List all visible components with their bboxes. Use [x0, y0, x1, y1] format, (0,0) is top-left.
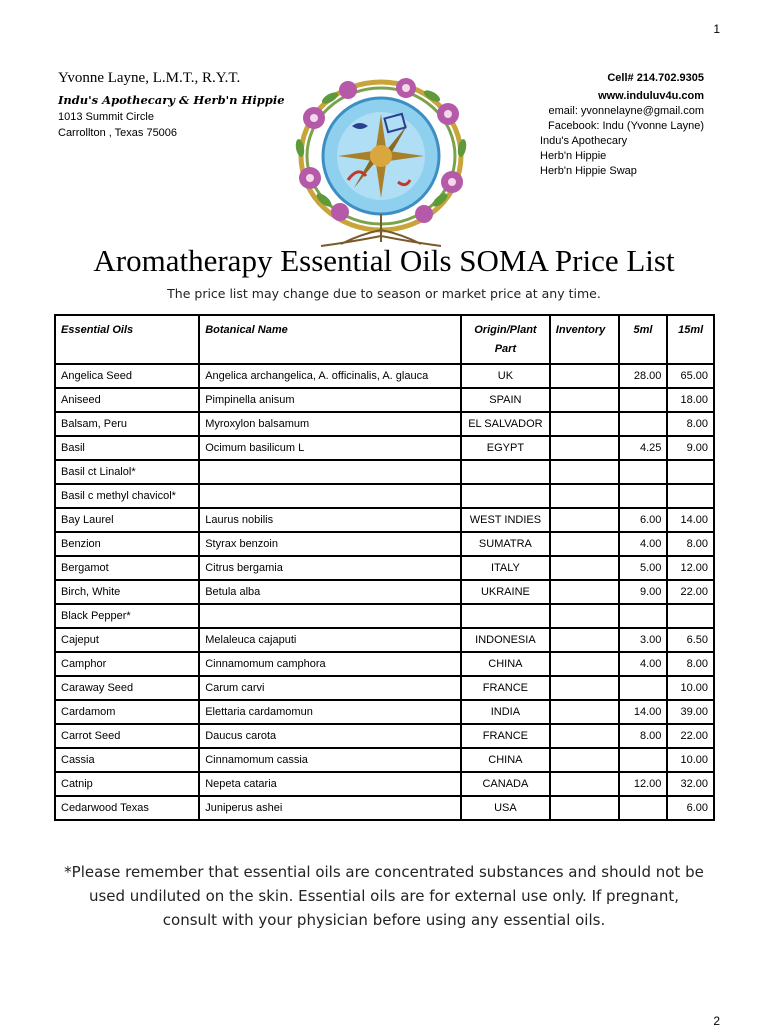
- facebook-page: Indu's Apothecary: [540, 135, 628, 147]
- cell-origin: CHINA: [461, 748, 550, 772]
- cell-price-5ml: 9.00: [619, 580, 668, 604]
- cell-essential-oil: Balsam, Peru: [55, 412, 199, 436]
- cell-price-15ml: 6.00: [667, 796, 714, 820]
- facebook-label: Facebook: Indu (Yvonne Layne): [548, 120, 704, 132]
- cell-inventory: [550, 724, 619, 748]
- cell-essential-oil: Caraway Seed: [55, 676, 199, 700]
- cell-price-5ml: 3.00: [619, 628, 668, 652]
- table-row: [55, 772, 714, 796]
- cell-inventory: [550, 580, 619, 604]
- cell-inventory: [550, 748, 619, 772]
- cell-botanical-name: Cinnamomum camphora: [199, 652, 461, 676]
- page-title: Aromatherapy Essential Oils SOMA Price List: [93, 243, 675, 278]
- cell-price-5ml: 14.00: [619, 700, 668, 724]
- address-line-2: Carrollton , Texas 75006: [58, 127, 178, 139]
- cell-essential-oil: Cardamom: [55, 700, 199, 724]
- cell-botanical-name: Ocimum basilicum L: [199, 436, 461, 460]
- cell-price-15ml: 9.00: [667, 436, 714, 460]
- header-botanical-name: Botanical Name: [199, 315, 461, 364]
- table-row: [55, 556, 714, 580]
- email-link[interactable]: email: yvonnelayne@gmail.com: [548, 105, 704, 117]
- cell-essential-oil: Cassia: [55, 748, 199, 772]
- cell-price-5ml: [619, 484, 668, 508]
- cell-price-15ml: 14.00: [667, 508, 714, 532]
- cell-essential-oil: Basil: [55, 436, 199, 460]
- cell-essential-oil: Camphor: [55, 652, 199, 676]
- table-row: [55, 724, 714, 748]
- cell-origin: SPAIN: [461, 388, 550, 412]
- cell-inventory: [550, 532, 619, 556]
- table-header-row: [55, 315, 714, 364]
- header-15ml: 15ml: [667, 315, 714, 364]
- cell-price-15ml: 22.00: [667, 724, 714, 748]
- cell-price-15ml: [667, 484, 714, 508]
- cell-inventory: [550, 796, 619, 820]
- cell-botanical-name: Daucus carota: [199, 724, 461, 748]
- cell-origin: SUMATRA: [461, 532, 550, 556]
- cell-essential-oil: Carrot Seed: [55, 724, 199, 748]
- table-row: [55, 628, 714, 652]
- table-row: [55, 796, 714, 820]
- cell-inventory: [550, 772, 619, 796]
- table-row: [55, 532, 714, 556]
- cell-essential-oil: Catnip: [55, 772, 199, 796]
- facebook-page: Herb'n Hippie: [540, 150, 607, 162]
- cell-origin: [461, 460, 550, 484]
- cell-botanical-name: Laurus nobilis: [199, 508, 461, 532]
- cell-origin: [461, 484, 550, 508]
- cell-origin: [461, 604, 550, 628]
- cell-botanical-name: Cinnamomum cassia: [199, 748, 461, 772]
- table-row: [55, 580, 714, 604]
- table-row: [55, 364, 714, 388]
- cell-price-15ml: 8.00: [667, 652, 714, 676]
- cell-price-5ml: [619, 388, 668, 412]
- cell-inventory: [550, 556, 619, 580]
- table-row: [55, 436, 714, 460]
- table-row: [55, 748, 714, 772]
- cell-price-15ml: 18.00: [667, 388, 714, 412]
- cell-price-15ml: 39.00: [667, 700, 714, 724]
- cell-price-5ml: 8.00: [619, 724, 668, 748]
- cell-botanical-name: Styrax benzoin: [199, 532, 461, 556]
- cell-origin: INDIA: [461, 700, 550, 724]
- cell-inventory: [550, 364, 619, 388]
- cell-origin: UK: [461, 364, 550, 388]
- cell-inventory: [550, 412, 619, 436]
- header-5ml: 5ml: [619, 315, 668, 364]
- cell-price-5ml: [619, 604, 668, 628]
- cell-inventory: [550, 460, 619, 484]
- table-row: [55, 652, 714, 676]
- cell-botanical-name: Citrus bergamia: [199, 556, 461, 580]
- table-row: [55, 412, 714, 436]
- table-row: [55, 508, 714, 532]
- cell-price-15ml: 6.50: [667, 628, 714, 652]
- table-row: [55, 700, 714, 724]
- cell-price-5ml: [619, 796, 668, 820]
- cell-origin: WEST INDIES: [461, 508, 550, 532]
- page-number: 1: [713, 22, 720, 36]
- cell-essential-oil: Black Pepper*: [55, 604, 199, 628]
- table-row: [55, 484, 714, 508]
- cell-price-15ml: 8.00: [667, 412, 714, 436]
- cell-botanical-name: Juniperus ashei: [199, 796, 461, 820]
- cell-price-15ml: 10.00: [667, 748, 714, 772]
- cell-essential-oil: Benzion: [55, 532, 199, 556]
- cell-inventory: [550, 436, 619, 460]
- cell-origin: CHINA: [461, 652, 550, 676]
- cell-inventory: [550, 508, 619, 532]
- page-number-bottom: 2: [713, 1014, 720, 1028]
- cell-price-15ml: [667, 604, 714, 628]
- cell-botanical-name: Betula alba: [199, 580, 461, 604]
- cell-botanical-name: [199, 604, 461, 628]
- header-essential-oils: Essential Oils: [55, 315, 199, 364]
- cell-botanical-name: Carum carvi: [199, 676, 461, 700]
- cell-price-5ml: [619, 460, 668, 484]
- cell-price-5ml: 5.00: [619, 556, 668, 580]
- cell-price-15ml: [667, 460, 714, 484]
- cell-inventory: [550, 604, 619, 628]
- cell-price-5ml: [619, 676, 668, 700]
- cell-price-5ml: 4.00: [619, 532, 668, 556]
- cell-price-5ml: [619, 748, 668, 772]
- cell-origin: CANADA: [461, 772, 550, 796]
- cell-origin: FRANCE: [461, 676, 550, 700]
- cell-price-15ml: 32.00: [667, 772, 714, 796]
- cell-essential-oil: Birch, White: [55, 580, 199, 604]
- table-row: [55, 676, 714, 700]
- cell-price-5ml: 6.00: [619, 508, 668, 532]
- cell-inventory: [550, 388, 619, 412]
- table-row: [55, 604, 714, 628]
- cell-botanical-name: Nepeta cataria: [199, 772, 461, 796]
- cell-price-5ml: [619, 412, 668, 436]
- header-origin: Origin/Plant Part: [461, 315, 550, 364]
- cell-essential-oil: Bay Laurel: [55, 508, 199, 532]
- contact-block-left: [58, 70, 285, 141]
- owner-name: Yvonne Layne, L.M.T., R.Y.T.: [58, 70, 241, 86]
- cell-essential-oil: Bergamot: [55, 556, 199, 580]
- cell-essential-oil: Cajeput: [55, 628, 199, 652]
- cell-price-15ml: 12.00: [667, 556, 714, 580]
- cell-price-15ml: 65.00: [667, 364, 714, 388]
- address-line-1: 1013 Summit Circle: [58, 111, 154, 123]
- cell-inventory: [550, 628, 619, 652]
- cell-origin: UKRAINE: [461, 580, 550, 604]
- cell-price-15ml: 8.00: [667, 532, 714, 556]
- wreath-logo-icon: [290, 74, 472, 248]
- cell-essential-oil: Angelica Seed: [55, 364, 199, 388]
- cell-essential-oil: Aniseed: [55, 388, 199, 412]
- cell-price-5ml: 28.00: [619, 364, 668, 388]
- cell-price-15ml: 22.00: [667, 580, 714, 604]
- cell-inventory: [550, 700, 619, 724]
- cell-essential-oil: Basil ct Linalol*: [55, 460, 199, 484]
- cell-inventory: [550, 652, 619, 676]
- safety-note: *Please remember that essential oils are concentrated substances and should not be used undiluted on the skin. Essential oils are for external use only. If pregnant, consult with your physician before using any essential oils.: [64, 863, 704, 929]
- facebook-page: Herb'n Hippie Swap: [540, 165, 637, 177]
- cell-botanical-name: [199, 484, 461, 508]
- cell-origin: ITALY: [461, 556, 550, 580]
- cell-inventory: [550, 484, 619, 508]
- cell-botanical-name: Myroxylon balsamum: [199, 412, 461, 436]
- cell-origin: EGYPT: [461, 436, 550, 460]
- cell-price-5ml: 4.25: [619, 436, 668, 460]
- cell-inventory: [550, 676, 619, 700]
- cell-origin: FRANCE: [461, 724, 550, 748]
- cell-origin: INDONESIA: [461, 628, 550, 652]
- cell-origin: EL SALVADOR: [461, 412, 550, 436]
- cell-essential-oil: Cedarwood Texas: [55, 796, 199, 820]
- table-row: [55, 388, 714, 412]
- price-table: [54, 314, 715, 821]
- cell-phone: Cell# 214.702.9305: [607, 72, 704, 84]
- cell-price-15ml: 10.00: [667, 676, 714, 700]
- page-subtitle: The price list may change due to season or market price at any time.: [167, 286, 601, 301]
- cell-botanical-name: Elettaria cardamomun: [199, 700, 461, 724]
- website-link[interactable]: www.induluv4u.com: [598, 90, 704, 102]
- cell-botanical-name: [199, 460, 461, 484]
- cell-origin: USA: [461, 796, 550, 820]
- cell-botanical-name: Pimpinella anisum: [199, 388, 461, 412]
- business-name: Indu's Apothecary & Herb'n Hippie: [58, 93, 285, 107]
- table-row: [55, 460, 714, 484]
- header-inventory: Inventory: [550, 315, 619, 364]
- cell-essential-oil: Basil c methyl chavicol*: [55, 484, 199, 508]
- cell-price-5ml: 12.00: [619, 772, 668, 796]
- cell-botanical-name: Melaleuca cajaputi: [199, 628, 461, 652]
- cell-botanical-name: Angelica archangelica, A. officinalis, A. glauca: [199, 364, 461, 388]
- cell-price-5ml: 4.00: [619, 652, 668, 676]
- contact-block-right: [464, 71, 704, 179]
